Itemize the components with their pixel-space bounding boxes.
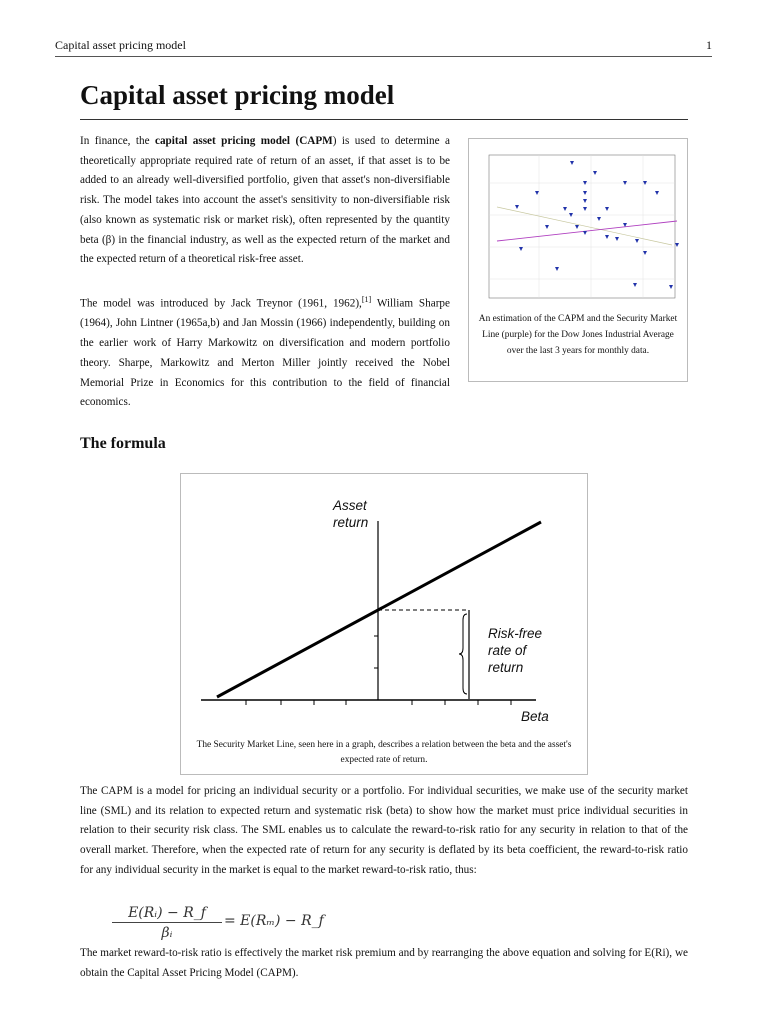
- capm-scatter-plot: [477, 145, 679, 307]
- term-capm-abbr: CAPM: [299, 135, 333, 147]
- section-heading: The formula: [80, 435, 166, 452]
- intro-paragraph-1: In finance, the capital asset pricing model (CAPM) is used to determine a theoretically appropriate required rate of return of an asset, if that asset is to be added to an already well-diversified portfolio, given that asset's non-diversifiable risk. The model takes into account the asset's sensitivity to non-diversifiable risk (also known as systematic risk or market risk), often represented by the quantity beta (β) in the financial industry, as well as the expected return of the market and the expected return of a theoretical risk-free asset.: [80, 135, 451, 266]
- y-axis-label-line1: Asset: [333, 498, 367, 513]
- brace-label-line2: rate of: [488, 643, 527, 658]
- x-axis-label: Beta: [521, 709, 549, 724]
- body-paragraph-1: The CAPM is a model for pricing an individual security or a portfolio. For individual securities, we make use of the security market line (SML) and its relation to expected return and systematic risk (beta) to show how the market must price individual securities in relation to their security risk class. The SML enables us to calculate the reward-to-risk ratio for any security in relation to that of the overall market. Therefore, when the expected rate of return for any security is deflated by its beta coefficient, the reward-to-risk ratio for any individual security in the market is equal to the market reward-to-risk ratio, thus:: [80, 785, 688, 876]
- formula-numerator: E(Rᵢ) − R_f: [112, 904, 222, 923]
- term-capm-full: capital asset pricing model: [155, 135, 291, 147]
- risk-free-brace: [459, 614, 467, 694]
- formula-fraction: [112, 904, 222, 941]
- figure-caption-1: An estimation of the CAPM and the Security Market Line (purple) for the Dow Jones Industrial Average over the last 3 years for monthly data.: [478, 314, 678, 356]
- running-head-title: Capital asset pricing model: [55, 38, 186, 52]
- reference-link[interactable]: [1]: [361, 295, 372, 304]
- scatter-point: [675, 243, 679, 247]
- sml-figure: [180, 473, 588, 775]
- page-title: Capital asset pricing model: [80, 78, 688, 120]
- intro-paragraph-2: The model was introduced by Jack Treynor (1961, 1962),[1] William Sharpe (1964), John Lintner (1965a,b) and Jan Mossin (1966) independently, building on the earlier work of Harry Markowitz on diversification and modern portfolio theory. Sharpe, Markowitz and Merton Miller jointly received the Nobel Memorial Prize in Economics for this contribution to the field of financial economics.: [80, 295, 450, 409]
- brace-label-line1: Risk-free: [488, 626, 543, 641]
- brace-label-line3: return: [488, 660, 524, 675]
- body-paragraph-2: The market reward-to-risk ratio is effectively the market risk premium and by rearranging the above equation and solving for E(Ri), we obtain the Capital Asset Pricing Model (CAPM).: [80, 947, 688, 979]
- capm-estimation-figure: [468, 138, 688, 382]
- formula-denominator: βᵢ: [161, 925, 173, 941]
- formula-right-side: = E(Rₘ) − R_f: [224, 913, 324, 929]
- page-number: 1: [706, 38, 712, 52]
- reward-to-risk-formula: [112, 904, 324, 944]
- x-axis-ticks: [246, 700, 511, 705]
- y-axis-label-line2: return: [333, 515, 369, 530]
- sml-diagram: [181, 474, 587, 734]
- running-head: [55, 38, 712, 57]
- figure-caption-2: The Security Market Line, seen here in a graph, describes a relation between the beta and the asset's expected rate of return.: [196, 740, 572, 765]
